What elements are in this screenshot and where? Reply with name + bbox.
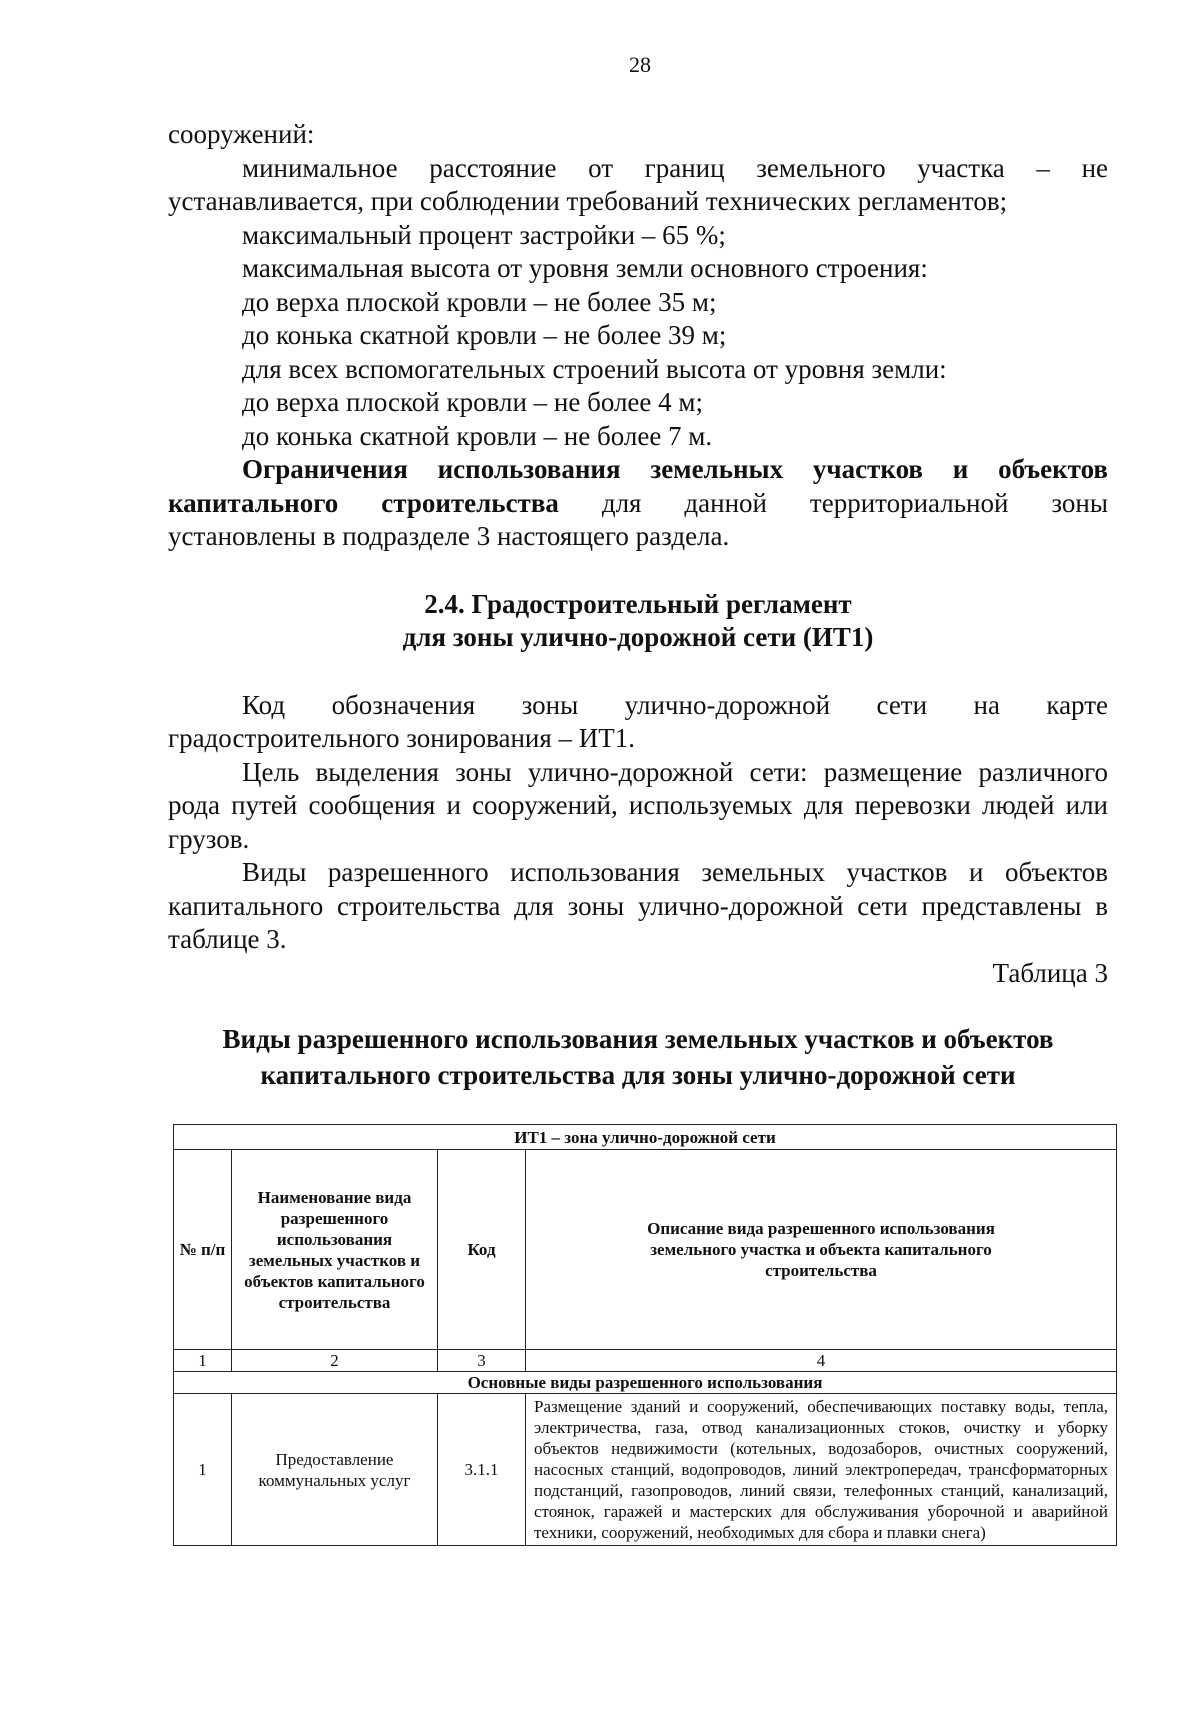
text-line: минимальное расстояние от границ земельного участка – не [242, 152, 1108, 183]
section-title: для зоны улично-дорожной сети (ИТ1) [402, 622, 874, 652]
col-header-num: № п/п [174, 1150, 232, 1350]
row-description: Размещение зданий и сооружений, обеспечивающих поставку воды, тепла, электричества, газа, отвод канализационных стоков, очистку и уборку объектов недвижимости (котельных, водозаборов, очистных сооружений, насосных станций, водопроводов, линий электропередач, трансформаторных подстанций, газопроводов, линий связи, телефонных станций, канализаций, стоянок, гаражей и мастерских для обслуживания уборочной и аварийной техники, сооружений, необходимых для сбора и плавки снега) [526, 1394, 1117, 1546]
row-name: Предоставление коммунальных услуг [232, 1394, 438, 1546]
text-line: для всех вспомогательных строений высота от уровня земли: [242, 353, 947, 384]
table-title: капитального строительства для зоны улично-дорожной сети [260, 1060, 1016, 1090]
restrictions-heading: Ограничения использования земельных участков и объектов [242, 454, 1108, 484]
col-header-desc: Описание вида разрешенного использования земельного участка и объекта капитального строительства [526, 1150, 1117, 1350]
col-index: 2 [232, 1350, 438, 1372]
section-title: 2.4. Градостроительный регламент [424, 588, 852, 619]
table-label: Таблица 3 [992, 957, 1108, 988]
text-line: до конька скатной кровли – не более 7 м. [242, 420, 713, 451]
zone-header: ИТ1 – зона улично-дорожной сети [174, 1125, 1117, 1150]
row-code: 3.1.1 [438, 1394, 526, 1546]
paragraph: Виды разрешенного использования земельных участков и объектов капитального строительства для зоны улично-дорожной сети представлены в таблице 3. [168, 857, 1108, 954]
row-num: 1 [174, 1394, 232, 1546]
table-title: Виды разрешенного использования земельных участков и объектов [222, 1024, 1054, 1054]
restrictions-bold: капитального строительства [168, 487, 559, 518]
paragraph: Цель выделения зоны улично-дорожной сети: размещение различного рода путей сообщения и сооружений, используемых для перевозки людей или грузов. [168, 756, 1108, 854]
text-line: максимальная высота от уровня земли основного строения: [242, 253, 928, 283]
restrictions-line: установлены в подразделе 3 настоящего раздела. [168, 521, 730, 551]
regulation-table [173, 1124, 1117, 1546]
document-body [168, 118, 1108, 1093]
paragraph: Код обозначения зоны улично-дорожной сети на карте градостроительного зонирования – ИТ1. [168, 689, 1108, 753]
restrictions-line [168, 487, 1108, 521]
col-index: 3 [438, 1350, 526, 1372]
text-line: до конька скатной кровли – не более 39 м; [242, 320, 727, 350]
text-line: до верха плоской кровли – не более 35 м; [242, 286, 717, 317]
col-header-code: Код [438, 1150, 526, 1350]
group-label: Основные виды разрешенного использования [174, 1372, 1117, 1394]
restrictions-normal: для данной территориальной зоны [558, 487, 1108, 518]
page-number: 28 [629, 52, 651, 77]
text-line: устанавливается, при соблюдении требований технических регламентов; [168, 186, 1008, 216]
col-index: 1 [174, 1350, 232, 1372]
text-line: до верха плоской кровли – не более 4 м; [242, 387, 703, 417]
text-line: сооружений: [168, 119, 315, 149]
col-header-name: Наименование вида разрешенного использования земельных участков и объектов капитального строительства [232, 1150, 438, 1350]
text-line: максимальный процент застройки – 65 %; [242, 219, 726, 250]
table-row [174, 1394, 1117, 1546]
col-index: 4 [526, 1350, 1117, 1372]
